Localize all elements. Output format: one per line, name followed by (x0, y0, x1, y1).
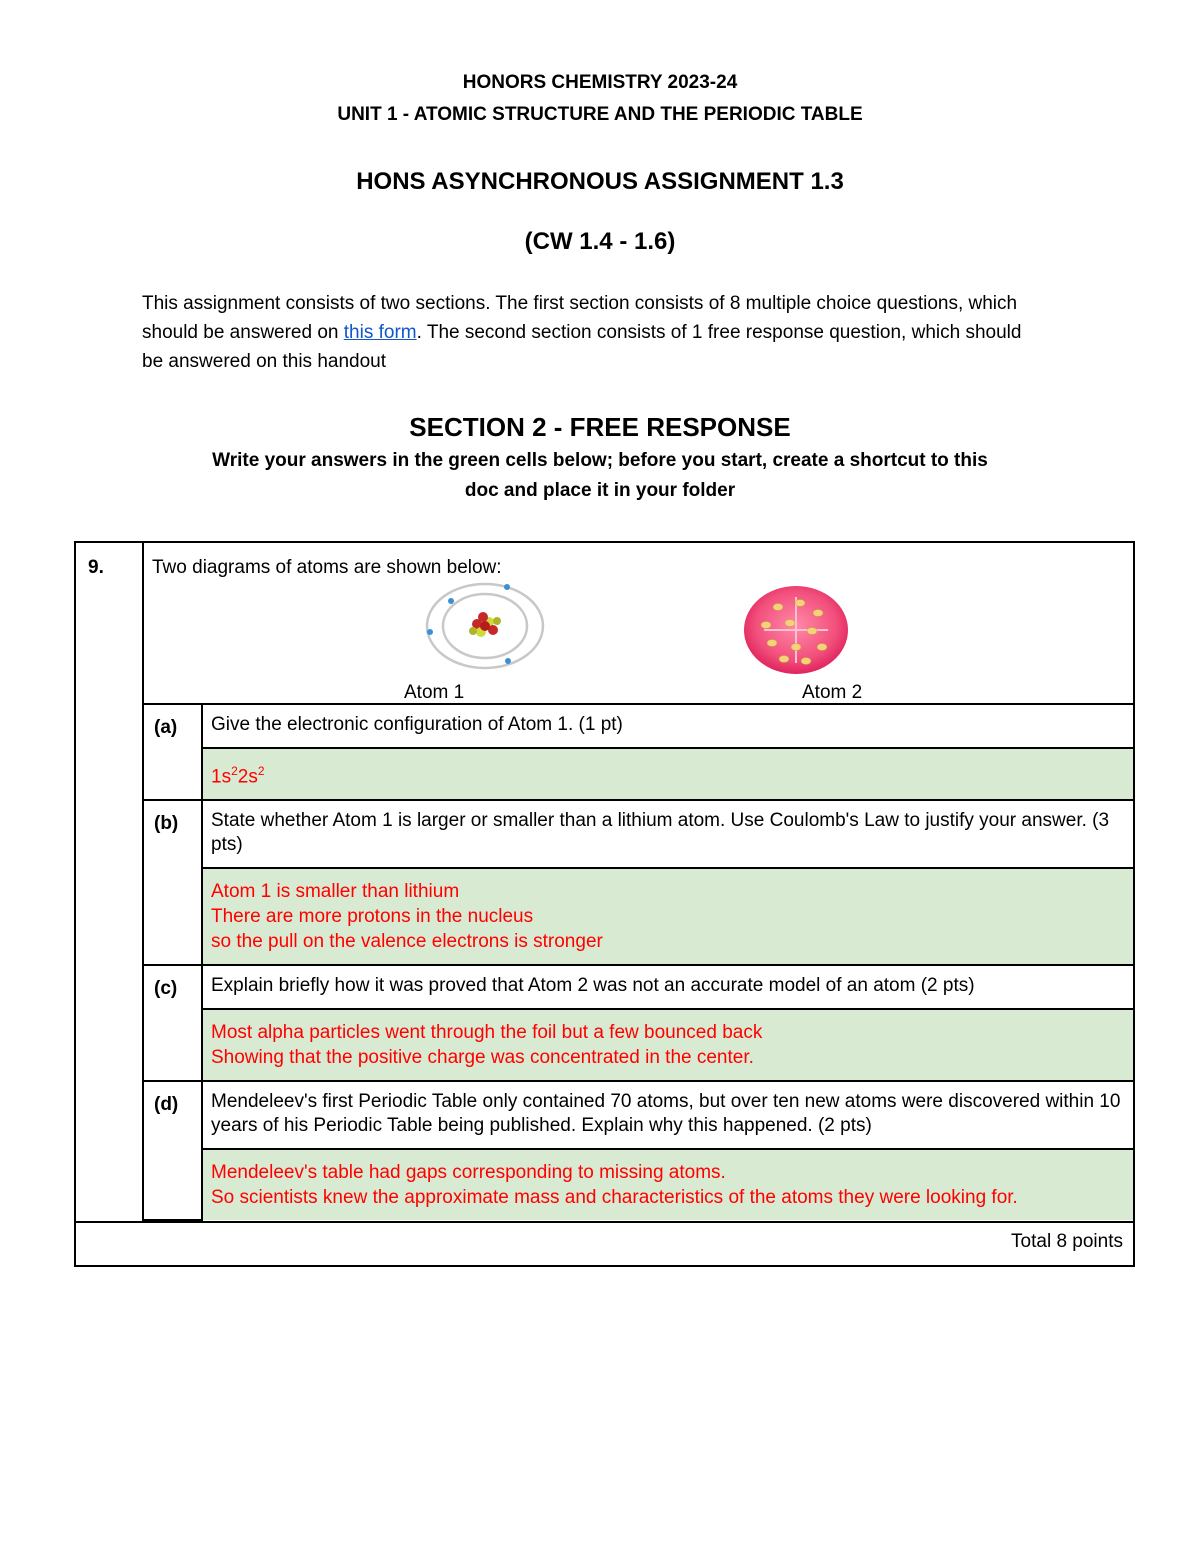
question-parts (144, 703, 1133, 1221)
unit-title: UNIT 1 - ATOMIC STRUCTURE AND THE PERIODIC TABLE (337, 104, 863, 125)
question-prompt: Two diagrams of atoms are shown below: (152, 557, 502, 578)
cw-range: (CW 1.4 - 1.6) (524, 228, 676, 255)
part-c-answer-line: Showing that the positive charge was concentrated in the center. (211, 1047, 754, 1069)
part-c-question: Explain briefly how it was proved that Atom 2 was not an accurate model of an atom (2 pts) (202, 965, 1133, 1009)
part-b-answer-line: Atom 1 is smaller than lithium (211, 881, 460, 903)
part-a-answer[interactable] (202, 748, 1133, 800)
part-b-label: (b) (144, 800, 202, 965)
part-a-answer-text-1: 1s (211, 766, 232, 788)
part-d-answer-line: So scientists knew the approximate mass and characteristics of the atoms they were looking for. (211, 1187, 1018, 1209)
part-a-label: (a) (144, 704, 202, 800)
course-title: HONORS CHEMISTRY 2023-24 (462, 72, 738, 93)
total-points: Total 8 points (75, 1222, 1134, 1266)
part-d-answer-line: Mendeleev's table had gaps corresponding to missing atoms. (211, 1162, 726, 1184)
part-b-question: State whether Atom 1 is larger or smaller than a lithium atom. Use Coulomb's Law to justify your answer. (3 pts) (202, 800, 1133, 868)
assignment-title: HONS ASYNCHRONOUS ASSIGNMENT 1.3 (356, 168, 844, 195)
part-a-answer-sup-2: 2 (257, 764, 265, 778)
part-c-label: (c) (144, 965, 202, 1081)
question-table (74, 541, 1135, 1267)
section-instructions-line-1: Write your answers in the green cells below; before you start, create a shortcut to this (212, 450, 988, 471)
part-a-answer-text-2: 2s (237, 766, 258, 788)
atom-2-diagram (742, 585, 850, 675)
section-instructions-line-2: doc and place it in your folder (464, 480, 736, 501)
part-d-question: Mendeleev's first Periodic Table only contained 70 atoms, but over ten new atoms were discovered within 10 years of his Periodic Table being published. Explain why this happened. (2 pts) (202, 1081, 1133, 1149)
atom-1-caption: Atom 1 (404, 682, 465, 703)
part-b-answer[interactable] (202, 868, 1133, 965)
part-d-label: (d) (144, 1081, 202, 1220)
part-b-answer-line: There are more protons in the nucleus (211, 906, 534, 928)
part-c-answer-line: Most alpha particles went through the foil but a few bounced back (211, 1022, 763, 1044)
form-link[interactable]: this form (343, 322, 417, 343)
intro-text-1: This assignment consists of two sections. The first section consists of 8 multiple choice questions, which should be answered on (142, 293, 1018, 343)
part-b-answer-line: so the pull on the valence electrons is stronger (211, 931, 603, 953)
question-prompt-cell (144, 543, 1133, 703)
part-a-answer-sup-1: 2 (231, 764, 238, 778)
part-c-answer[interactable] (202, 1009, 1133, 1081)
atom-1-diagram (417, 581, 553, 671)
section-title: SECTION 2 - FREE RESPONSE (409, 412, 791, 442)
question-number: 9. (75, 542, 143, 1222)
intro-text-2: . The second section consists of 1 free response question, which should be answered on this handout (142, 322, 1022, 372)
atom-2-caption: Atom 2 (802, 682, 863, 703)
intro-paragraph (142, 289, 1042, 376)
question-body (143, 542, 1134, 1222)
part-d-answer[interactable] (202, 1149, 1133, 1220)
part-a-question: Give the electronic configuration of Atom 1. (1 pt) (202, 704, 1133, 748)
